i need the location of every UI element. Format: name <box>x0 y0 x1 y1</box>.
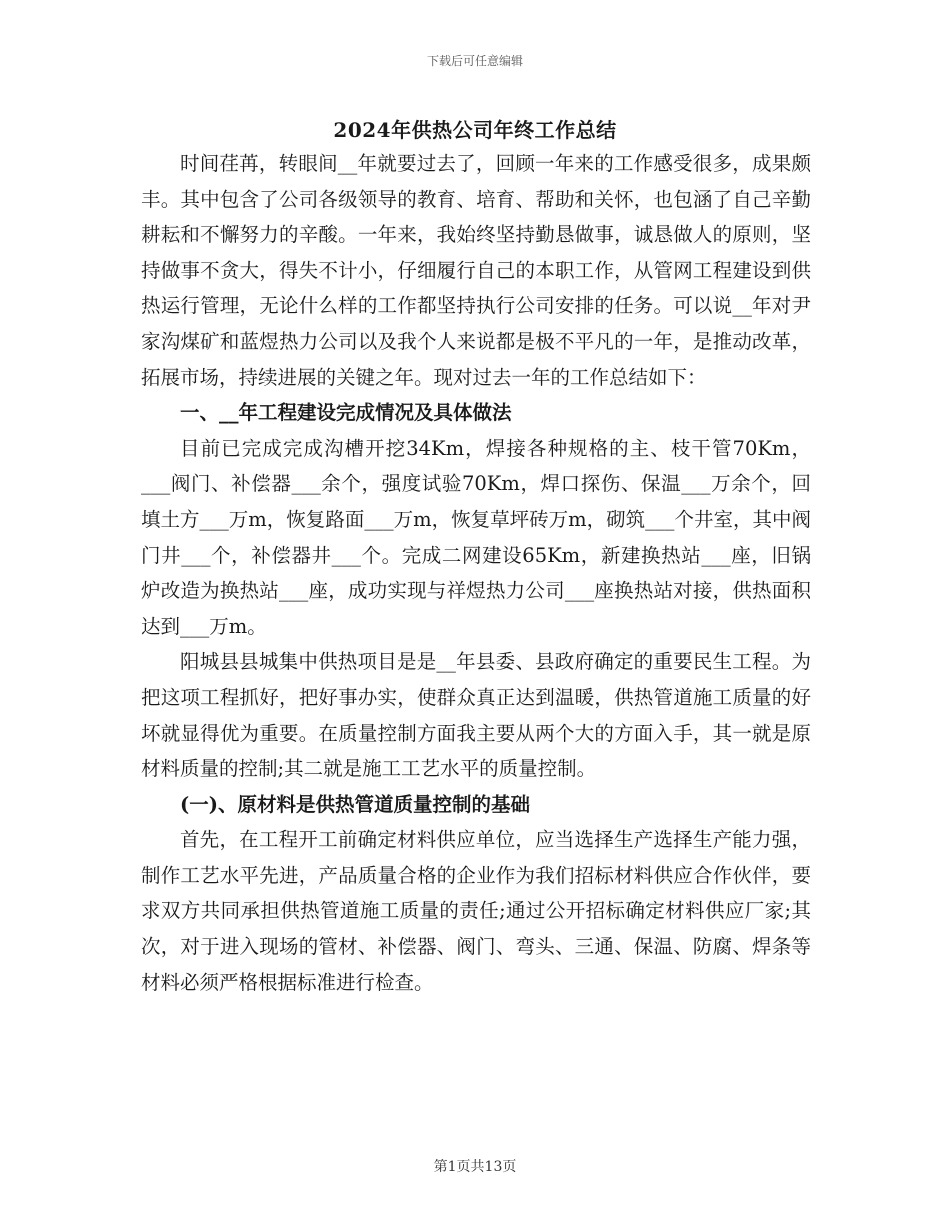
section-heading-1: 一、__年工程建设完成情况及具体做法 <box>180 401 512 425</box>
paragraph-intro: 时间荏苒，转眼间__年就要过去了，回顾一年来的工作感受很多，成果颇丰。其中包含了公司各级领导的教育、培育、帮助和关怀，也包涵了自己辛勤耕耘和不懈努力的辛酸。一年来，我始终坚持勤恳做事，诚恳做人的原则，坚持做事不贪大，得失不计小，仔细履行自己的本职工作，从管网工程建设到供热运行管理，无论什么样的工作都坚持执行公司安排的任务。可以说__年对尹家沟煤矿和蓝煜热力公司以及我个人来说都是极不平凡的一年，是推动改革，拓展市场，持续进展的关键之年。现对过去一年的工作总结如下： <box>141 152 811 389</box>
page-number: 第1页共13页 <box>433 1159 517 1175</box>
paragraph-construction-stats: 目前已完成完成沟槽开挖34Km，焊接各种规格的主、枝干管70Km，___阀门、补偿器___余个，强度试验70Km，焊口探伤、保温___万余个，回填土方___万m，恢复路面___万m，恢复草坪砖万m，砌筑___个井室，其中阀门井___个，补偿器井___个。完成二网建设65Km，新建换热站___座，旧锅炉改造为换热站___座，成功实现与祥煜热力公司___座换热站对接，供热面积达到___万m。 <box>141 436 811 638</box>
document-body <box>141 146 811 1000</box>
paragraph-project-overview: 阳城县县城集中供热项目是是__年县委、县政府确定的重要民生工程。为把这项工程抓好，把好事办实，使群众真正达到温暖，供热管道施工质量的好坏就显得优为重要。在质量控制方面我主要从两个大的方面入手，其一就是原材料质量的控制;其二就是施工工艺水平的质量控制。 <box>141 650 811 781</box>
section-heading-2: (一)、原材料是供热管道质量控制的基础 <box>180 792 530 816</box>
paragraph-materials: 首先，在工程开工前确定材料供应单位，应当选择生产选择生产能力强，制作工艺水平先进，产品质量合格的企业作为我们招标材料供应合作伙伴，要求双方共同承担供热管道施工质量的责任;通过公开招标确定材料供应厂家;其次，对于进入现场的管材、补偿器、阀门、弯头、三通、保温、防腐、焊条等材料必须严格根据标准进行检查。 <box>141 828 811 994</box>
page-header-note: 下载后可任意编辑 <box>426 54 523 68</box>
document-title: 2024年供热公司年终工作总结 <box>333 118 617 142</box>
